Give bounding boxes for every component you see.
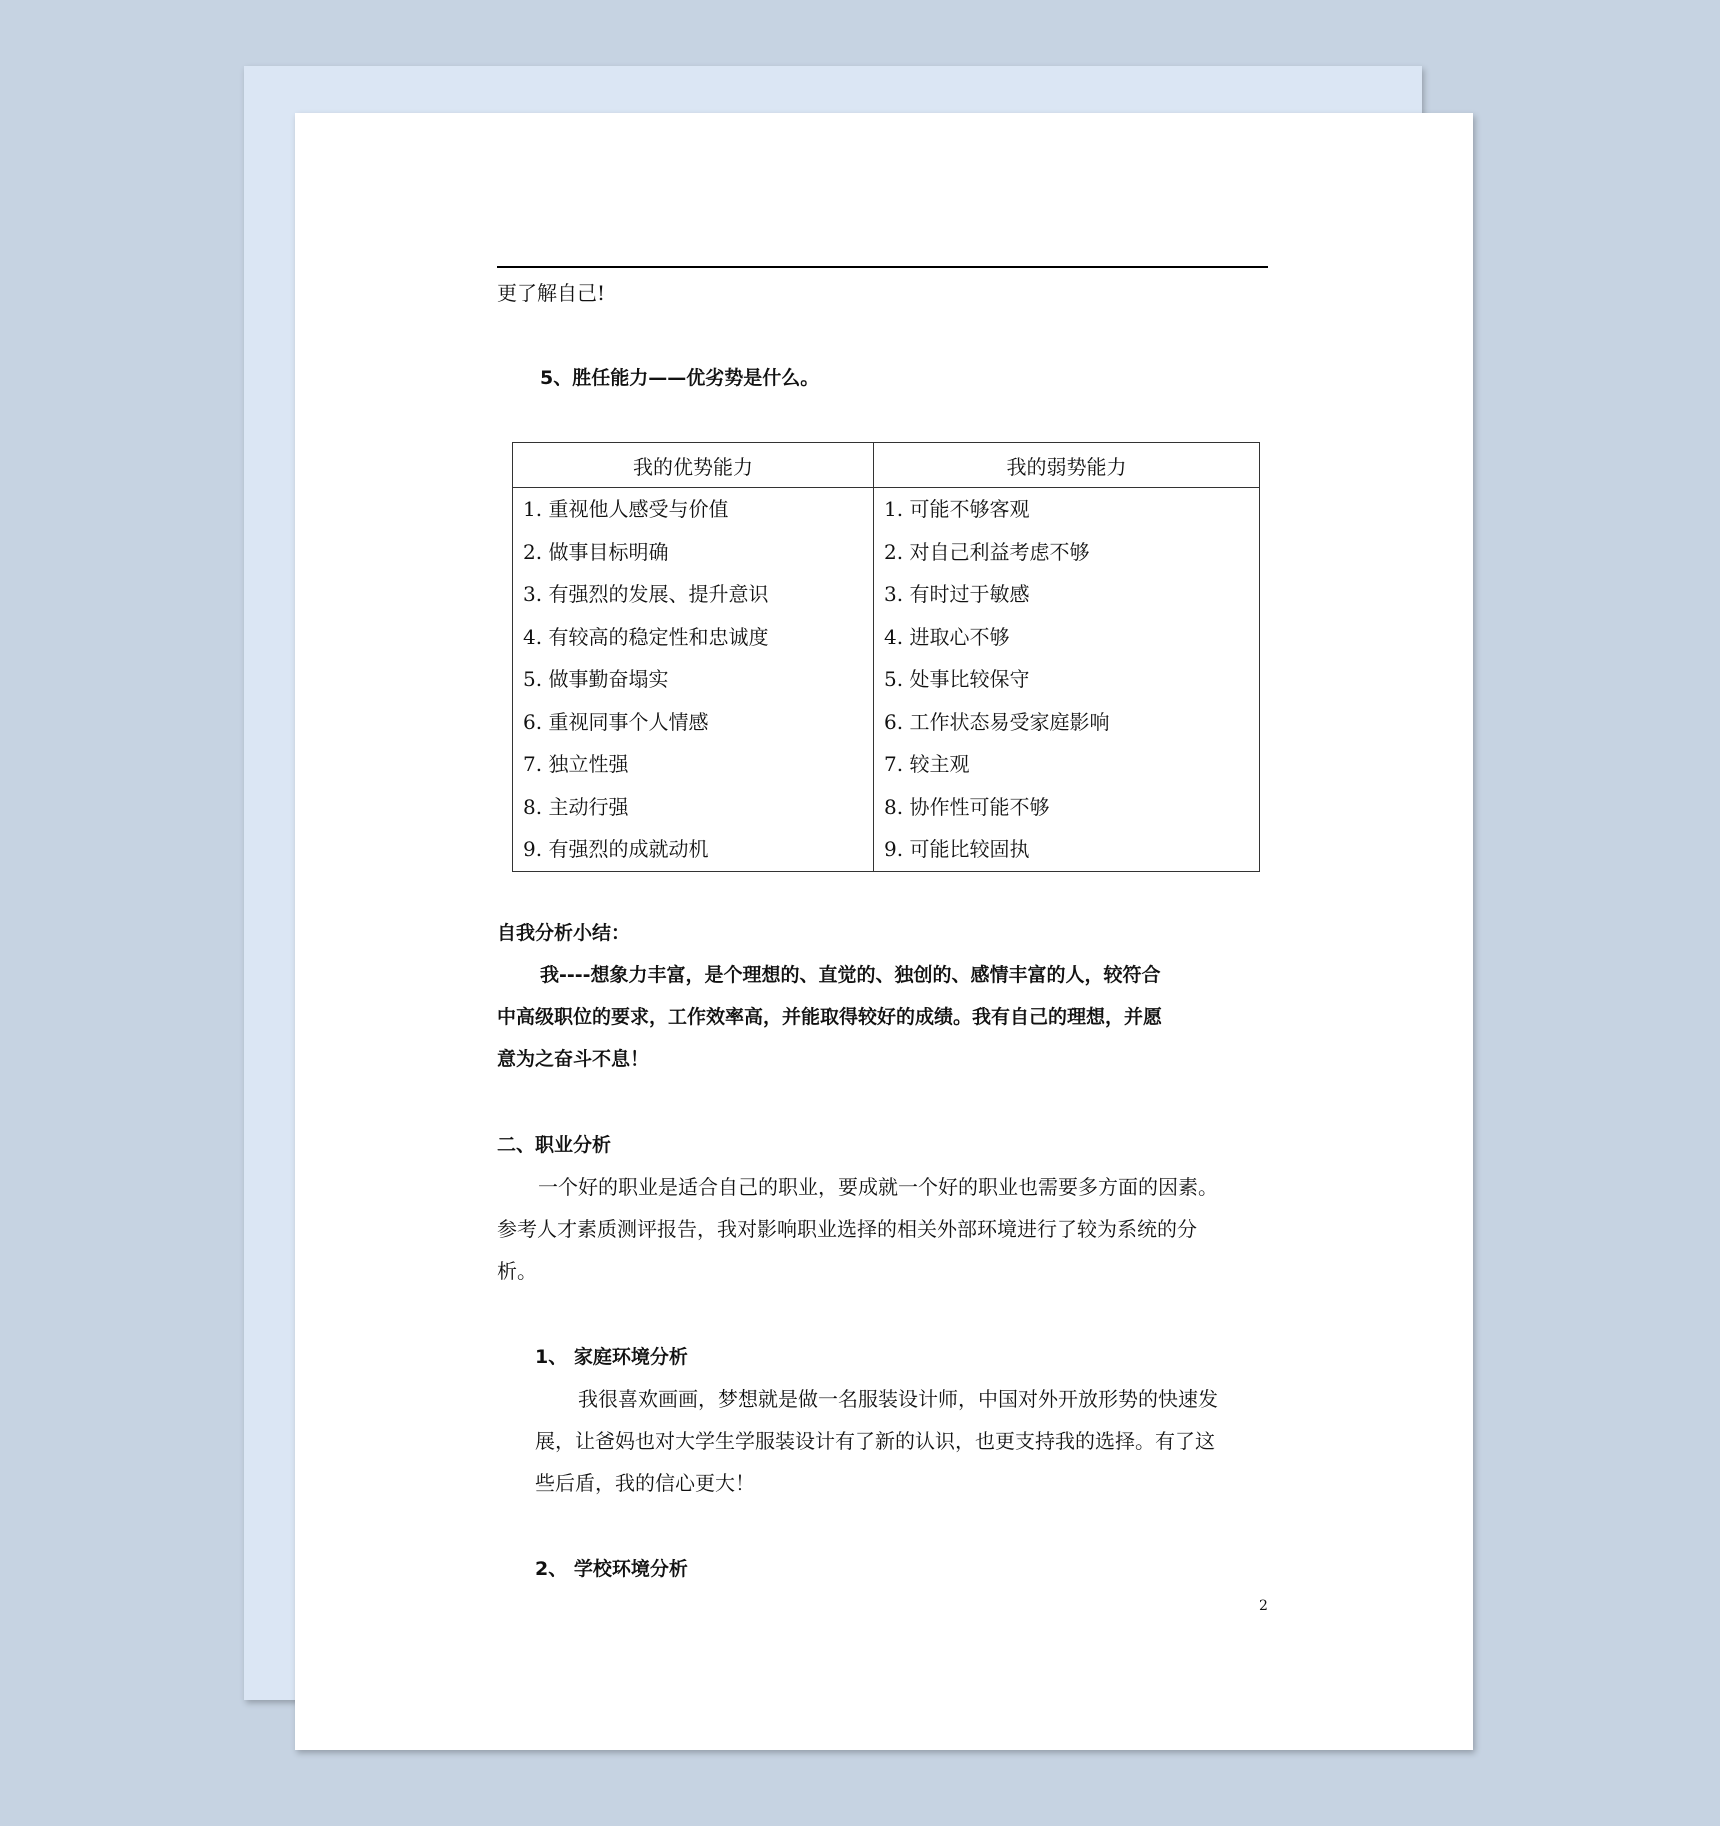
strength-item: 2. 做事目标明确: [523, 539, 669, 564]
summary-line: 中高级职位的要求，工作效率高，并能取得较好的成绩。我有自己的理想，并愿: [497, 1006, 1163, 1028]
weakness-item: 9. 可能比较固执: [884, 837, 1030, 861]
page-number: 2: [1259, 1598, 1268, 1614]
strength-item: 9. 有强烈的成就动机: [523, 837, 709, 861]
weakness-item: 4. 进取心不够: [884, 624, 1010, 649]
strength-item: 5. 做事勤奋塌实: [523, 667, 669, 691]
summary-title: 自我分析小结：: [497, 922, 631, 944]
weaknesses-cell: [874, 488, 1260, 872]
career-title: 二、职业分析: [497, 1134, 612, 1156]
summary-line: 意为之奋斗不息！: [497, 1048, 650, 1070]
strengths-header: 我的优势能力: [513, 443, 874, 488]
strength-item: 6. 重视同事个人情感: [523, 709, 709, 734]
weakness-item: 3. 有时过于敏感: [884, 582, 1030, 606]
career-line: 参考人才素质测评报告，我对影响职业选择的相关外部环境进行了较为系统的分: [497, 1217, 1197, 1241]
career-line: 析。: [497, 1259, 537, 1283]
school-title: 2、 学校环境分析: [535, 1558, 688, 1580]
weakness-item: 8. 协作性可能不够: [884, 794, 1050, 819]
family-line: 我很喜欢画画，梦想就是做一名服装设计师，中国对外开放形势的快速发: [578, 1387, 1218, 1411]
summary-line: 我----想象力丰富，是个理想的、直觉的、独创的、感情丰富的人，较符合: [540, 964, 1161, 986]
family-line: 展，让爸妈也对大学生学服装设计有了新的认识，也更支持我的选择。有了这: [535, 1429, 1215, 1453]
strength-item: 4. 有较高的稳定性和忠诚度: [523, 624, 769, 649]
strength-item: 7. 独立性强: [523, 752, 629, 776]
weakness-item: 7. 较主观: [884, 752, 970, 776]
family-title: 1、 家庭环境分析: [535, 1346, 688, 1368]
family-line: 些后盾，我的信心更大！: [535, 1471, 755, 1495]
strengths-cell: [513, 488, 874, 872]
section-heading: 5、胜任能力——优劣势是什么。: [540, 367, 820, 389]
continuation-text: 更了解自己!: [497, 281, 606, 305]
weaknesses-header: 我的弱势能力: [874, 443, 1260, 488]
weakness-item: 1. 可能不够客观: [884, 497, 1030, 521]
document-page: [295, 113, 1473, 1750]
header-rule: [497, 266, 1268, 268]
career-line: 一个好的职业是适合自己的职业，要成就一个好的职业也需要多方面的因素。: [538, 1175, 1218, 1199]
strength-item: 3. 有强烈的发展、提升意识: [523, 582, 769, 606]
strength-item: 1. 重视他人感受与价值: [523, 497, 729, 521]
weakness-item: 6. 工作状态易受家庭影响: [884, 709, 1110, 734]
weakness-item: 2. 对自己利益考虑不够: [884, 539, 1090, 564]
abilities-table: [512, 442, 1260, 872]
strength-item: 8. 主动行强: [523, 794, 629, 819]
weakness-item: 5. 处事比较保守: [884, 667, 1030, 691]
